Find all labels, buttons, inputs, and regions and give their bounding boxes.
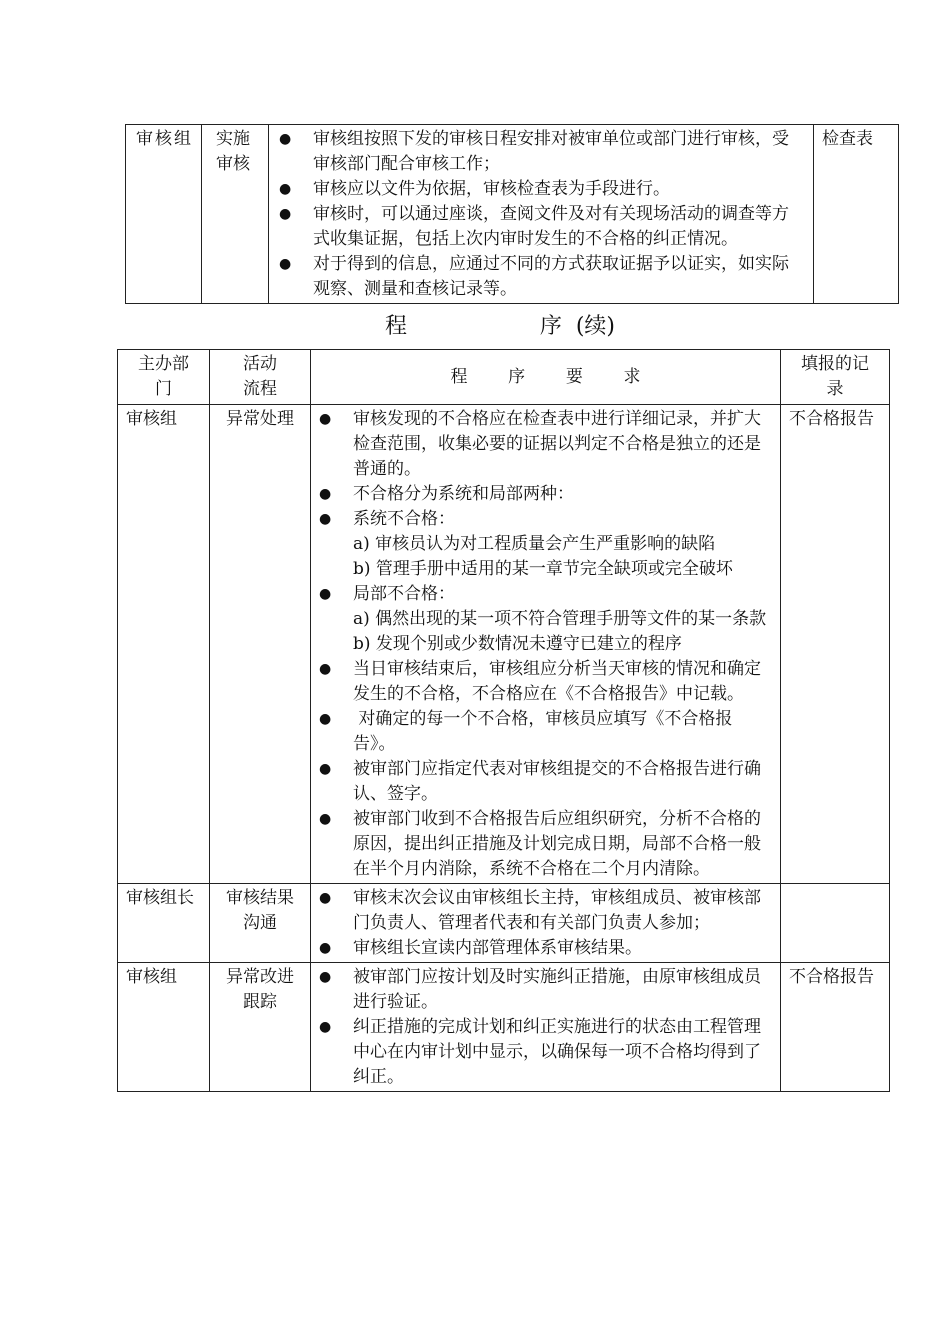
- dept-text: 审核组长: [126, 888, 194, 908]
- list-item: ● 当日审核结束后，审核组应分析当天审核的情况和确定发生的不合格，不合格应在《不合格报告》中记载。: [319, 657, 772, 707]
- list-item: ● 对于得到的信息，应通过不同的方式获取证据予以证实，如实际观察、测量和查核记录等。: [279, 252, 805, 302]
- requirement-list: [319, 582, 772, 607]
- requirement-list: [319, 407, 772, 532]
- list-item: ● 纠正措施的完成计划和纠正实施进行的状态由工程管理中心在内审计划中显示，以确保每一项不合格均得到了纠正。: [319, 1015, 772, 1090]
- list-item: ● 审核发现的不合格应在检查表中进行详细记录，并扩大检查范围，收集必要的证据以判定不合格是独立的还是普通的。: [319, 407, 772, 482]
- flow-cell: 实施审核: [202, 125, 269, 304]
- sub-item: b) 发现个别或少数情况未遵守已建立的程序: [353, 634, 682, 654]
- table-row: [126, 125, 899, 304]
- header-row: [118, 350, 890, 405]
- header-requirements: [311, 350, 781, 405]
- title-suffix: (续): [575, 314, 615, 339]
- list-item: ● 局部不合格：: [319, 582, 772, 607]
- list-item: ● 被审部门应按计划及时实施纠正措施，由原审核组成员进行验证。: [319, 965, 772, 1015]
- record-cell: [781, 963, 890, 1092]
- list-item: ● 审核组按照下发的审核日程安排对被审单位或部门进行审核，受审核部门配合审核工作；: [279, 127, 805, 177]
- sub-item: a) 偶然出现的某一项不符合管理手册等文件的某一条款: [353, 609, 767, 629]
- procedure-table-top: [125, 124, 899, 304]
- list-item: ● 系统不合格：: [319, 507, 772, 532]
- dept-cell: 审核组: [118, 405, 210, 884]
- sub-item: a) 审核员认为对工程质量会产生严重影响的缺陷: [353, 534, 716, 554]
- dept-cell: [126, 125, 202, 304]
- record-cell: 检查表: [814, 125, 899, 304]
- title-char-1: 程: [385, 314, 408, 339]
- header-dept: 主办部门: [118, 350, 210, 405]
- table-row: [118, 405, 890, 884]
- sub-item: b) 管理手册中适用的某一章节完全缺项或完全破坏: [353, 559, 733, 579]
- sub-list: [319, 532, 772, 582]
- list-item: ● 不合格分为系统和局部两种：: [319, 482, 772, 507]
- requirement-list: [279, 127, 805, 302]
- requirements-cell: [311, 405, 781, 884]
- requirements-cell: [311, 884, 781, 963]
- flow-cell: 审核结果沟通: [210, 884, 311, 963]
- flow-cell: 异常改进跟踪: [210, 963, 311, 1092]
- requirement-list: [319, 886, 772, 961]
- procedure-table: [117, 349, 890, 1092]
- flow-cell: 异常处理: [210, 405, 311, 884]
- sub-list: [319, 607, 772, 657]
- dept-cell: [118, 884, 210, 963]
- table-row: [118, 963, 890, 1092]
- record-cell: [781, 884, 890, 963]
- list-item: ● 审核应以文件为依据，审核检查表为手段进行。: [279, 177, 805, 202]
- title-char-2: 序: [539, 314, 562, 339]
- record-text: 不合格报告: [789, 967, 874, 987]
- header-req-char: 求: [623, 367, 641, 387]
- requirements-cell: [269, 125, 814, 304]
- list-item: ● 对确定的每一个不合格，审核员应填写《不合格报告》。: [319, 707, 772, 757]
- header-req-char: 要: [565, 367, 583, 387]
- section-title: [385, 311, 615, 343]
- list-item: ● 被审部门收到不合格报告后应组织研究，分析不合格的原因，提出纠正措施及计划完成日期，局部不合格一般在半个月内消除，系统不合格在二个月内清除。: [319, 807, 772, 882]
- list-item: ● 被审部门应指定代表对审核组提交的不合格报告进行确认、签字。: [319, 757, 772, 807]
- list-item: ● 审核末次会议由审核组长主持，审核组成员、被审核部门负责人、管理者代表和有关部门负责人参加；: [319, 886, 772, 936]
- dept-cell: 审核组: [118, 963, 210, 1092]
- record-text: 不合格报告: [789, 409, 874, 429]
- dept-text: 审核组: [136, 129, 191, 149]
- header-flow: 活动流程: [210, 350, 311, 405]
- requirements-cell: [311, 963, 781, 1092]
- list-item: ● 审核组长宣读内部管理体系审核结果。: [319, 936, 772, 961]
- requirement-list: [319, 965, 772, 1090]
- header-req-char: 序: [508, 367, 526, 387]
- header-record: 填报的记录: [781, 350, 890, 405]
- table-row: [118, 884, 890, 963]
- header-req-char: 程: [450, 367, 468, 387]
- record-cell: [781, 405, 890, 884]
- requirement-list: [319, 657, 772, 882]
- list-item: ● 审核时，可以通过座谈，查阅文件及对有关现场活动的调查等方式收集证据，包括上次内审时发生的不合格的纠正情况。: [279, 202, 805, 252]
